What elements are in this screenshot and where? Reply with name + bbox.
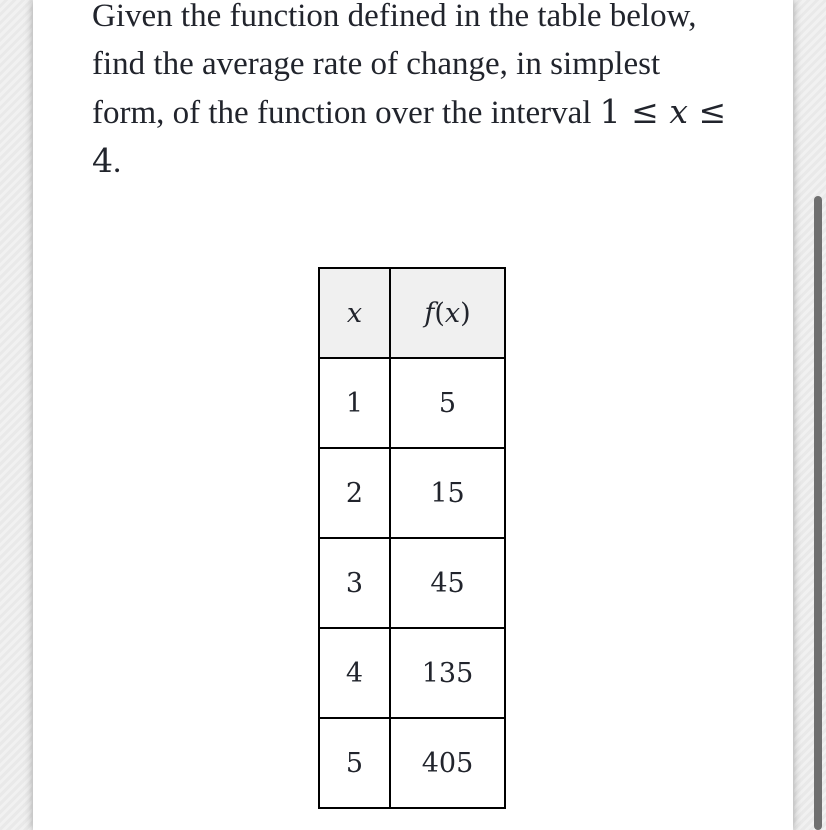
cell-fx: 405: [390, 718, 505, 808]
table-row: [319, 538, 505, 628]
header-fx-close-paren: ): [460, 297, 471, 329]
scrollbar-thumb[interactable]: [814, 196, 822, 830]
interval-end: 4: [92, 141, 113, 180]
table-row: [319, 448, 505, 538]
cell-fx: 135: [390, 628, 505, 718]
cell-x: 4: [319, 628, 390, 718]
header-fx-open-paren: (: [434, 297, 445, 329]
cell-fx: 45: [390, 538, 505, 628]
header-fx-name: f: [424, 297, 435, 329]
header-x: [319, 268, 390, 358]
cell-fx: 5: [390, 358, 505, 448]
table-row: [319, 628, 505, 718]
cell-fx: 15: [390, 448, 505, 538]
cell-x: 5: [319, 718, 390, 808]
header-fx: [390, 268, 505, 358]
question-body: Given the function defined in the table below, find the average rate of change, in simplest form, of the function over the interval: [92, 0, 697, 131]
table-header-row: [319, 268, 505, 358]
page-background-left: [0, 0, 32, 830]
interval-op-1: ≤: [631, 92, 659, 131]
header-x-variable: x: [346, 297, 363, 329]
table-row: [319, 718, 505, 808]
interval-op-2: ≤: [698, 92, 727, 131]
cell-x: 1: [319, 358, 390, 448]
interval-variable: x: [669, 92, 688, 131]
question-text: [92, 0, 732, 186]
function-table: [318, 267, 506, 809]
cell-x: 3: [319, 538, 390, 628]
cell-x: 2: [319, 448, 390, 538]
table-row: [319, 358, 505, 448]
question-period: .: [113, 144, 122, 180]
header-fx-variable: x: [444, 297, 461, 329]
interval-start: 1: [599, 92, 621, 131]
